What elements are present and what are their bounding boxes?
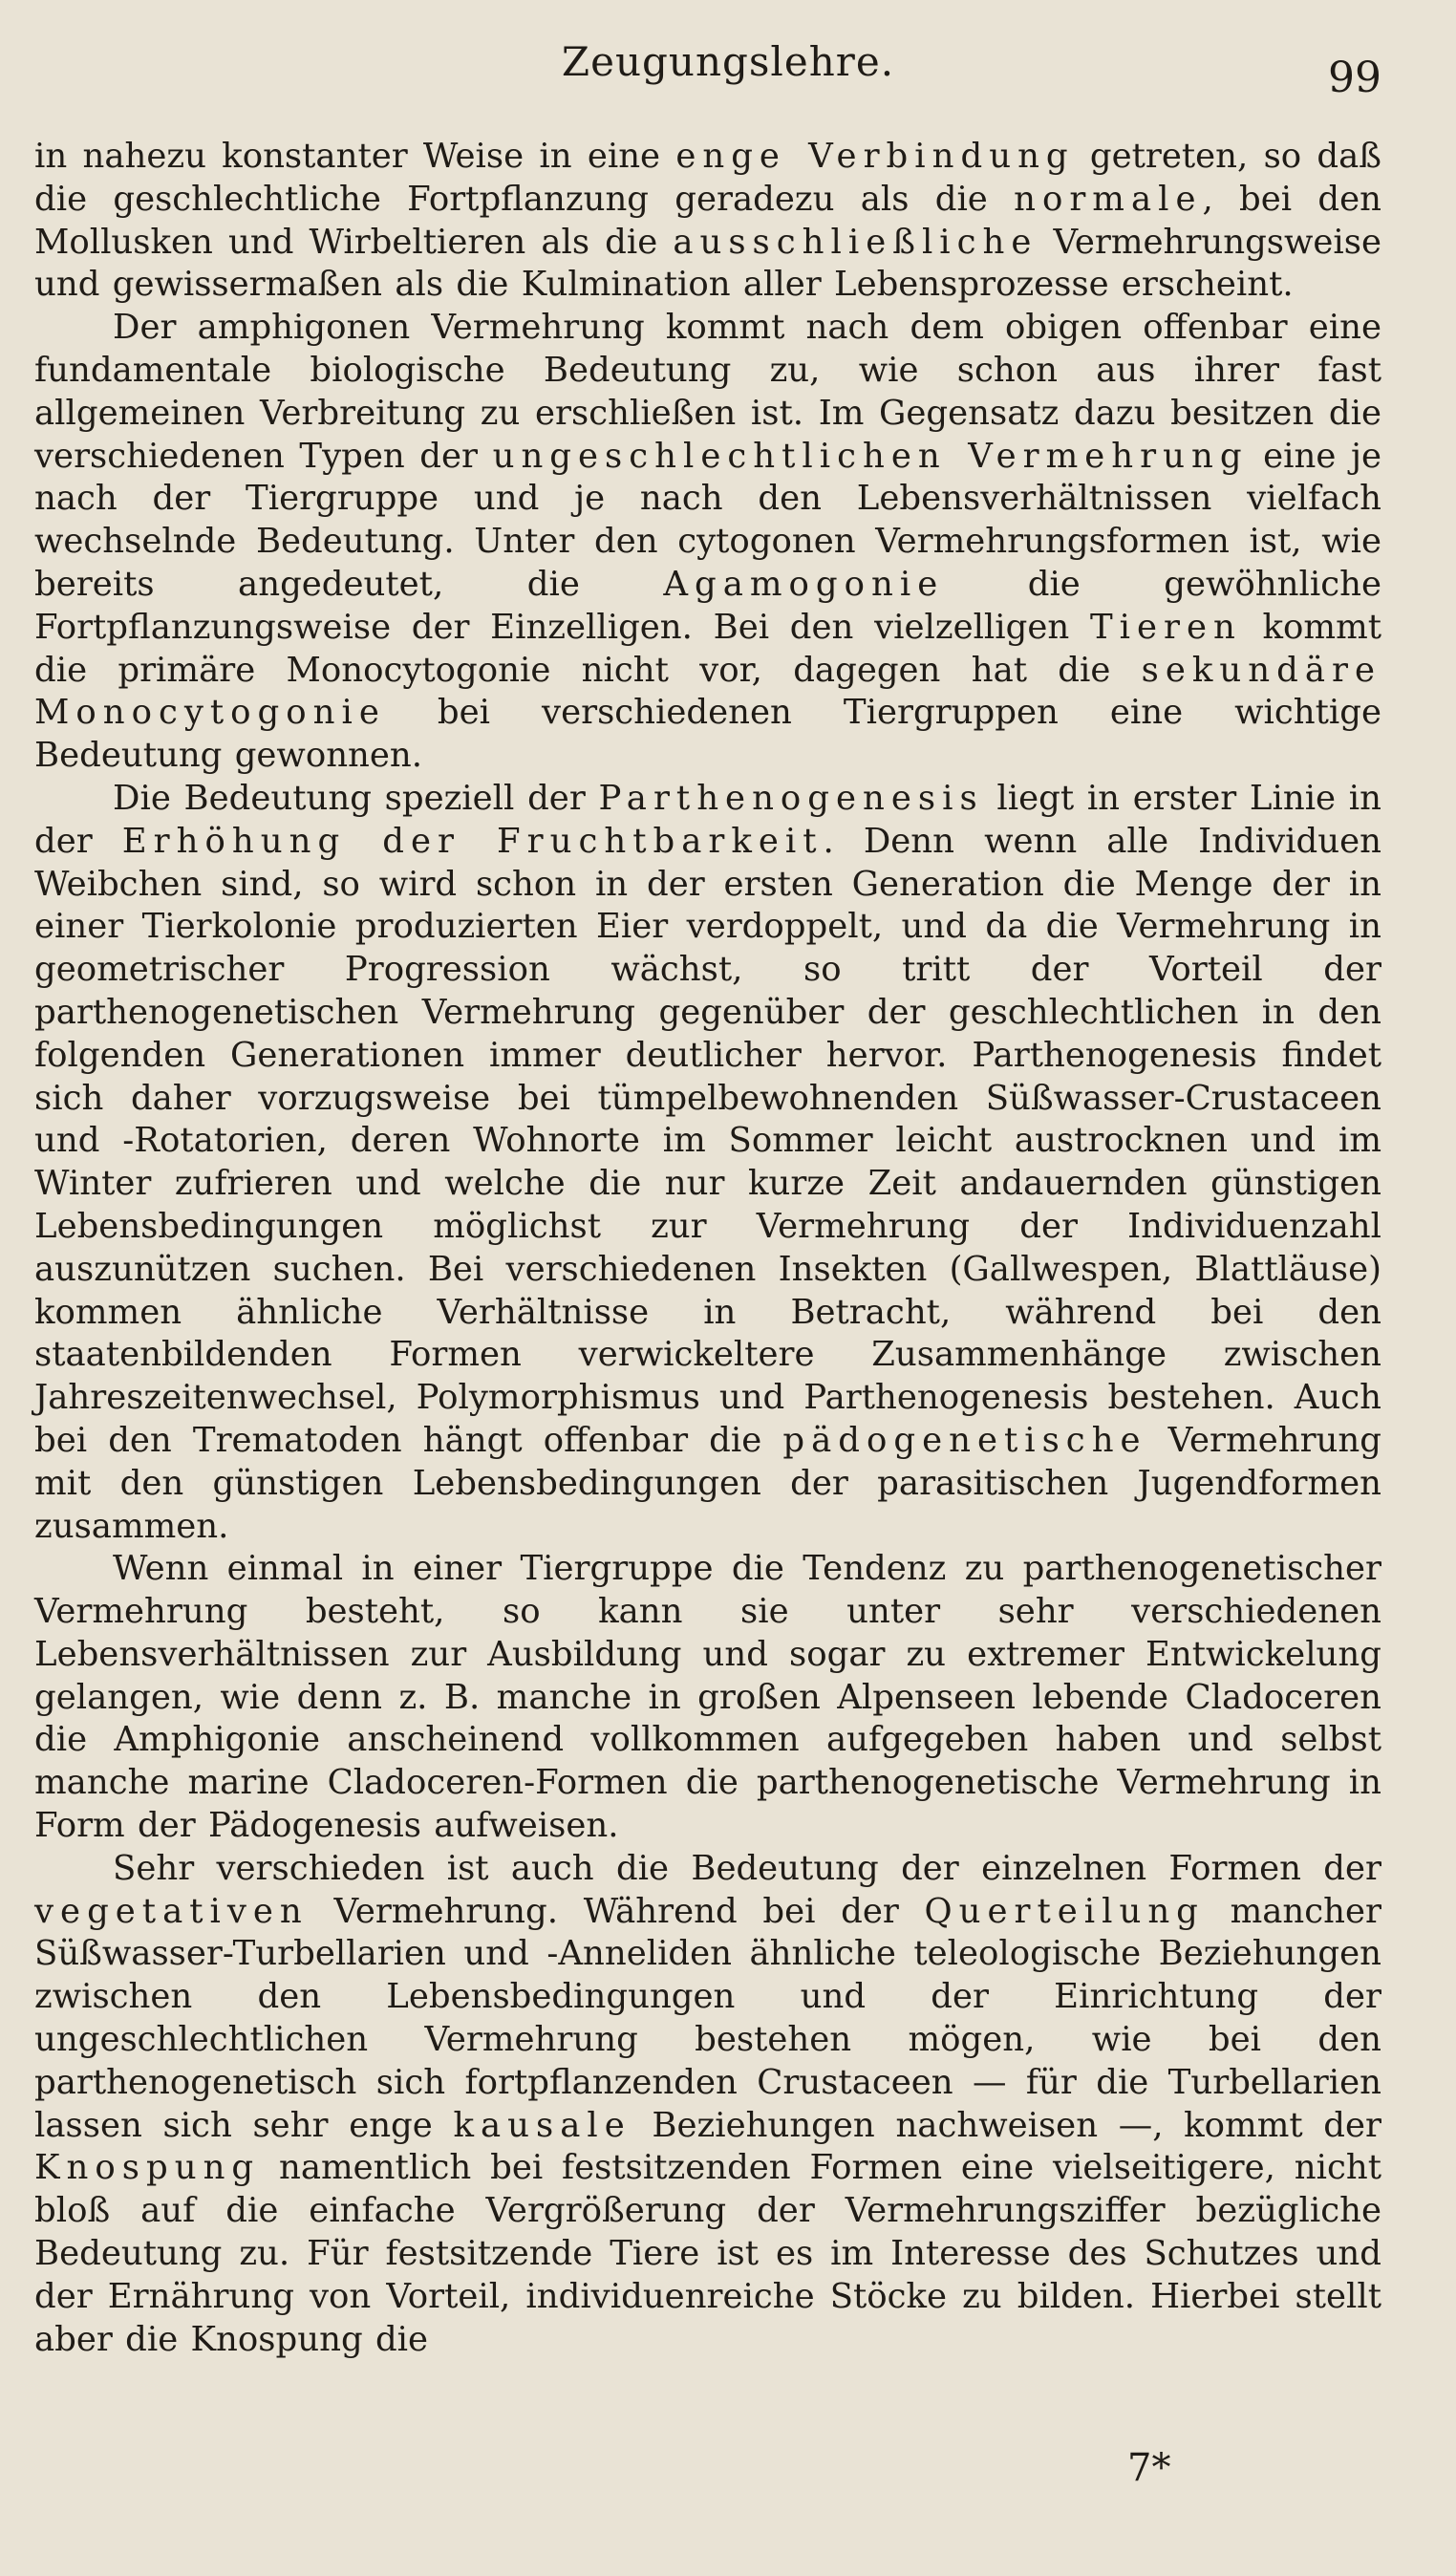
emphasized-text: Knospung: [34, 2148, 261, 2188]
emphasized-text: sekundäre Monocytogonie: [34, 650, 1381, 733]
emphasized-text: Querteilung: [924, 1891, 1205, 1931]
text-run: eine je nach der Tiergruppe und je nach den Lebensverhältnissen vielfach wechselnde Bedeutung. Unter den cytogonen Vermehrungsformen ist, wie bereits angedeutet, die: [34, 436, 1381, 604]
printer-signature: 7*: [1127, 2446, 1171, 2490]
page-header: [0, 38, 1456, 105]
text-run: namentlich bei festsitzenden Formen eine vielseitigere, nicht bloß auf die einfache Vergrößerung der Vermehrungsziffer bezügliche Bedeutung zu. Für festsitzende Tiere ist es im Interesse des Schutzes und der Ernährung von Vorteil, individuenreiche Stöcke zu bilden. Hierbei stellt aber die Knospung die: [34, 2148, 1381, 2359]
text-run: Vermehrung. Während bei der: [308, 1891, 925, 1931]
text-run: liegt in erster Linie in der: [34, 778, 1381, 861]
text-run: Der amphigonen Vermehrung kommt nach dem obigen offenbar eine fundamentale biologische Bedeutung zu, wie schon aus ihrer fast allgemeinen Verbreitung zu erschließen ist. Im Gegensatz dazu besitzen die verschiedenen Typen der: [34, 308, 1381, 476]
text-run: die gewöhnliche Fortpflanzungsweise der Einzelligen. Bei den vielzelligen: [34, 564, 1381, 647]
text-run: Vermehrungsweise und gewissermaßen als die Kulmination aller Lebensprozesse erscheint.: [34, 222, 1382, 305]
emphasized-text: normale: [1014, 179, 1203, 219]
text-run: mancher Süßwasser-Turbellarien und -Anneliden ähnliche teleologische Beziehungen zwischen den Lebensbedingungen und der Einrichtung der ungeschlechtlichen Vermehrung bestehen mögen, wie bei den parthenogenetisch sich fortpflanzenden Crustaceen — für die Turbellarien lassen sich sehr enge: [34, 1891, 1382, 2145]
text-run: in nahezu konstanter Weise in eine: [34, 137, 676, 176]
text-run: , bei den Mollusken und Wirbeltieren als die: [34, 179, 1381, 262]
emphasized-text: Erhöhung der Fruchtbarkeit: [121, 821, 824, 861]
paragraph: [34, 307, 1381, 778]
text-run: Die Bedeutung speziell der: [113, 778, 599, 818]
emphasized-text: Parthenogenesis: [598, 778, 984, 818]
paragraph: [34, 1548, 1381, 1848]
page-number: 99: [1328, 54, 1381, 102]
emphasized-text: Tieren: [1089, 607, 1242, 647]
emphasized-text: vegetativen: [34, 1891, 309, 1931]
text-run: Vermehrung mit den günstigen Lebensbedingungen der parasitischen Jugendformen zusammen.: [34, 1420, 1381, 1546]
emphasized-text: pädogenetische: [782, 1420, 1147, 1460]
body-text: [34, 136, 1381, 2361]
paragraph: [34, 1848, 1381, 2362]
emphasized-text: Agamogonie: [663, 564, 945, 604]
paragraph: [34, 136, 1381, 307]
text-run: . Denn wenn alle Individuen Weibchen sind, so wird schon in der ersten Generation die Menge der in einer Tierkolonie produzierten Eier verdoppelt, und da die Vermehrung in geometrischer Progression wächst, so tritt der Vorteil der parthenogenetischen Vermehrung gegenüber der geschlechtlichen in den folgenden Generationen immer deutlicher hervor. Parthenogenesis findet sich daher vorzugsweise bei tümpelbewohnenden Süßwasser-Crustaceen und -Rotatorien, deren Wohnorte im Sommer leicht austrocknen und im Winter zufrieren und welche die nur kurze Zeit andauernden günstigen Lebensbedingungen möglichst zur Vermehrung der Individuenzahl auszunützen suchen. Bei verschiedenen Insekten (Gallwespen, Blattläuse) kommen ähnliche Verhältnisse in Betracht, während bei den staatenbildenden Formen verwickeltere Zusammenhänge zwischen Jahreszeitenwechsel, Polymorphismus und Parthenogenesis bestehen. Auch bei den Trematoden hängt offenbar die: [34, 821, 1381, 1460]
text-run: getreten, so daß die geschlechtliche Fortpflanzung geradezu als die: [34, 137, 1382, 219]
emphasized-text: ungeschlechtlichen Vermehrung: [492, 436, 1249, 476]
emphasized-text: enge Verbindung: [675, 137, 1075, 176]
running-head: Zeugungslehre.: [561, 38, 895, 85]
emphasized-text: kausale: [453, 2105, 632, 2145]
paragraph: [34, 778, 1381, 1548]
text-run: Sehr verschieden ist auch die Bedeutung der einzelnen Formen der: [113, 1848, 1381, 1888]
text-run: bei verschiedenen Tiergruppen eine wichtige Bedeutung gewonnen.: [34, 693, 1381, 776]
emphasized-text: ausschließliche: [673, 222, 1038, 262]
text-run: kommt die primäre Monocytogonie nicht vor, dagegen hat die: [34, 607, 1381, 690]
text-run: Wenn einmal in einer Tiergruppe die Tendenz zu parthenogenetischer Vermehrung besteht, so kann sie unter sehr verschiedenen Lebensverhältnissen zur Ausbildung und sogar zu extremer Entwickelung gelangen, wie denn z. B. manche in großen Alpenseen lebende Cladoceren die Amphigonie anscheinend vollkommen aufgegeben haben und selbst manche marine Cladoceren-Formen die parthenogenetische Vermehrung in Form der Pädogenesis aufweisen.: [34, 1549, 1381, 1846]
text-run: Beziehungen nachweisen —, kommt der: [631, 2105, 1381, 2145]
